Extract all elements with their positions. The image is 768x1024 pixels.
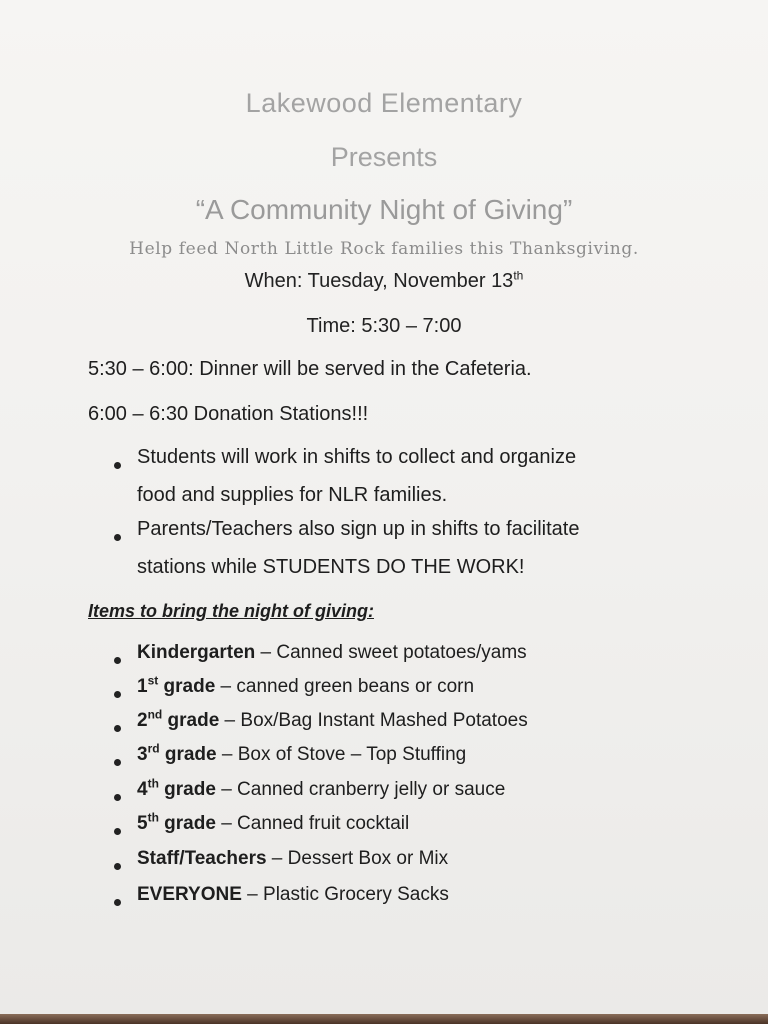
item-desc: – Canned sweet potatoes/yams: [255, 642, 527, 663]
bullet-dot: [114, 725, 121, 732]
event-date: [0, 270, 768, 293]
schedule-dinner: 5:30 – 6:00: Dinner will be served in the Cafeteria.: [88, 358, 532, 380]
bullet-dot: [114, 534, 121, 541]
presents-text: Presents: [330, 142, 438, 172]
item-5th-grade: [137, 810, 410, 835]
item-3rd-grade: [137, 741, 467, 766]
bullet-dot: [114, 828, 121, 835]
item-staff-teachers: [137, 848, 448, 870]
bullet-dot: [114, 691, 121, 698]
bullet-students-line2: food and supplies for NLR families.: [137, 484, 448, 506]
item-grade: 5th grade: [137, 810, 216, 834]
item-2nd-grade: [137, 707, 528, 732]
item-desc: – Box of Stove – Top Stuffing: [216, 744, 467, 765]
bullet-dot: [114, 899, 121, 906]
bullet-dot: [114, 794, 121, 801]
item-4th-grade: [137, 776, 506, 801]
bullet-dot: [114, 863, 121, 870]
schedule-donation: 6:00 – 6:30 Donation Stations!!!: [88, 403, 369, 425]
item-grade: Staff/Teachers: [137, 848, 267, 869]
event-date-suffix: th: [513, 268, 524, 283]
bullet-students-line1: Students will work in shifts to collect and organize: [137, 446, 577, 468]
event-title: “A Community Night of Giving”: [195, 194, 573, 225]
item-grade: 2nd grade: [137, 707, 220, 731]
bullet-parents-line2: stations while STUDENTS DO THE WORK!: [137, 556, 525, 578]
item-everyone: [137, 884, 449, 906]
event-date-label: When: Tuesday, November 13: [244, 270, 514, 292]
bullet-dot: [114, 462, 121, 469]
bullet-students: [137, 438, 576, 514]
item-grade: EVERYONE: [137, 884, 242, 905]
event-tagline: Help feed North Little Rock families this Thanksgiving.: [129, 239, 639, 259]
item-grade: 1st grade: [137, 673, 216, 697]
item-grade: 4th grade: [137, 776, 216, 800]
bullet-parents-line1: Parents/Teachers also sign up in shifts to facilitate: [137, 518, 580, 540]
item-grade: 3rd grade: [137, 741, 217, 765]
bullet-dot: [114, 759, 121, 766]
item-desc: – Plastic Grocery Sacks: [241, 884, 449, 905]
item-desc: – canned green beans or corn: [215, 676, 475, 697]
items-heading: Items to bring the night of giving:: [88, 601, 374, 621]
item-1st-grade: [137, 673, 475, 698]
item-desc: – Box/Bag Instant Mashed Potatoes: [219, 710, 528, 731]
event-time: Time: 5:30 – 7:00: [306, 315, 462, 337]
item-desc: – Canned fruit cocktail: [215, 813, 410, 834]
item-kindergarten: [137, 642, 527, 664]
bullet-dot: [114, 657, 121, 664]
bullet-parents: [137, 510, 579, 586]
item-desc: – Canned cranberry jelly or sauce: [215, 779, 506, 800]
item-grade: Kindergarten: [137, 642, 256, 663]
school-name: Lakewood Elementary: [245, 88, 523, 118]
item-desc: – Dessert Box or Mix: [266, 848, 449, 869]
table-surface: [0, 1014, 768, 1024]
